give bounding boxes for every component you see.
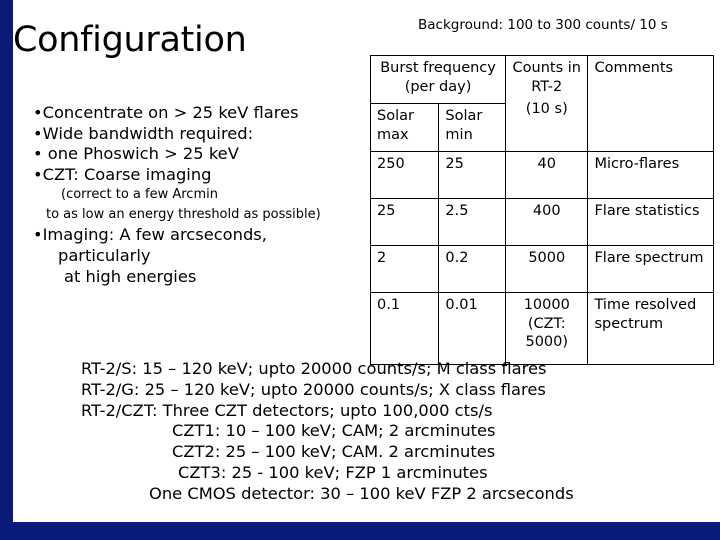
- spec-line: RT-2/G: 25 – 120 keV; upto 20000 counts/s; X class flares: [81, 379, 546, 399]
- spec-line: CZT1: 10 – 100 keV; CAM; 2 arcminutes: [172, 421, 496, 441]
- counts-value: 5000: [528, 250, 566, 266]
- table-row: [371, 293, 714, 365]
- cell-solar-max: 250: [371, 152, 439, 199]
- bottom-bar: [0, 522, 720, 540]
- header-counts-label: Counts in RT-2: [512, 60, 581, 95]
- header-comments: Comments: [588, 56, 714, 152]
- bullet-item: •CZT: Coarse imaging: [33, 164, 212, 184]
- burst-frequency-table: [370, 55, 714, 365]
- spec-line: CZT3: 25 - 100 keV; FZP 1 arcminutes: [178, 462, 488, 482]
- cell-solar-min: 0.01: [439, 293, 506, 365]
- header-solar-min: Solar min: [439, 104, 506, 152]
- detector-specs: [13, 359, 720, 505]
- header-counts-unit: (10 s): [525, 101, 568, 117]
- background-note: Background: 100 to 300 counts/ 10 s: [418, 17, 668, 33]
- bullet-continuation: at high energies: [64, 266, 197, 286]
- bullet-continuation: particularly: [58, 245, 151, 265]
- cell-counts: [506, 293, 588, 365]
- table-row: [371, 152, 714, 199]
- cell-comment: Flare statistics: [588, 199, 714, 246]
- counts-value: 10000: [523, 297, 570, 313]
- cell-comment: Micro-flares: [588, 152, 714, 199]
- bullet-list: [33, 103, 321, 287]
- cell-solar-min: 2.5: [439, 199, 506, 246]
- cell-comment: Flare spectrum: [588, 246, 714, 293]
- cell-counts: [506, 152, 588, 199]
- counts-note: (CZT: 5000): [525, 315, 569, 350]
- cell-counts: [506, 246, 588, 293]
- spec-line: One CMOS detector: 30 – 100 keV FZP 2 arcseconds: [149, 483, 574, 503]
- cell-solar-min: 0.2: [439, 246, 506, 293]
- spec-line: RT-2/CZT: Three CZT detectors; upto 100,000 cts/s: [81, 400, 493, 420]
- table-row: [371, 199, 714, 246]
- slide-title: Configuration: [13, 20, 247, 60]
- cell-solar-max: 0.1: [371, 293, 439, 365]
- table-row: [371, 246, 714, 293]
- bullet-subitem: to as low an energy threshold as possible): [46, 207, 321, 223]
- table-header-row: [371, 56, 714, 104]
- slide: [13, 0, 720, 522]
- bullet-item: • one Phoswich > 25 keV: [33, 144, 239, 164]
- bullet-item: •Concentrate on > 25 keV flares: [33, 103, 299, 122]
- header-solar-max: Solar max: [371, 104, 439, 152]
- cell-comment: Time resolved spectrum: [588, 293, 714, 365]
- header-counts: [506, 56, 588, 152]
- counts-value: 400: [532, 203, 561, 219]
- bullet-item: •Imaging: A few arcseconds,: [33, 225, 267, 245]
- cell-solar-min: 25: [439, 152, 506, 199]
- cell-solar-max: 2: [371, 246, 439, 293]
- spec-line: RT-2/S: 15 – 120 keV; upto 20000 counts/s; M class flares: [81, 359, 547, 378]
- cell-solar-max: 25: [371, 199, 439, 246]
- header-burst-frequency: Burst frequency (per day): [371, 56, 506, 104]
- cell-counts: [506, 199, 588, 246]
- bullet-item: •Wide bandwidth required:: [33, 123, 254, 143]
- counts-value: 40: [537, 156, 556, 172]
- spec-line: CZT2: 25 – 100 keV; CAM. 2 arcminutes: [172, 442, 496, 462]
- bullet-subitem: (correct to a few Arcmin: [61, 187, 218, 203]
